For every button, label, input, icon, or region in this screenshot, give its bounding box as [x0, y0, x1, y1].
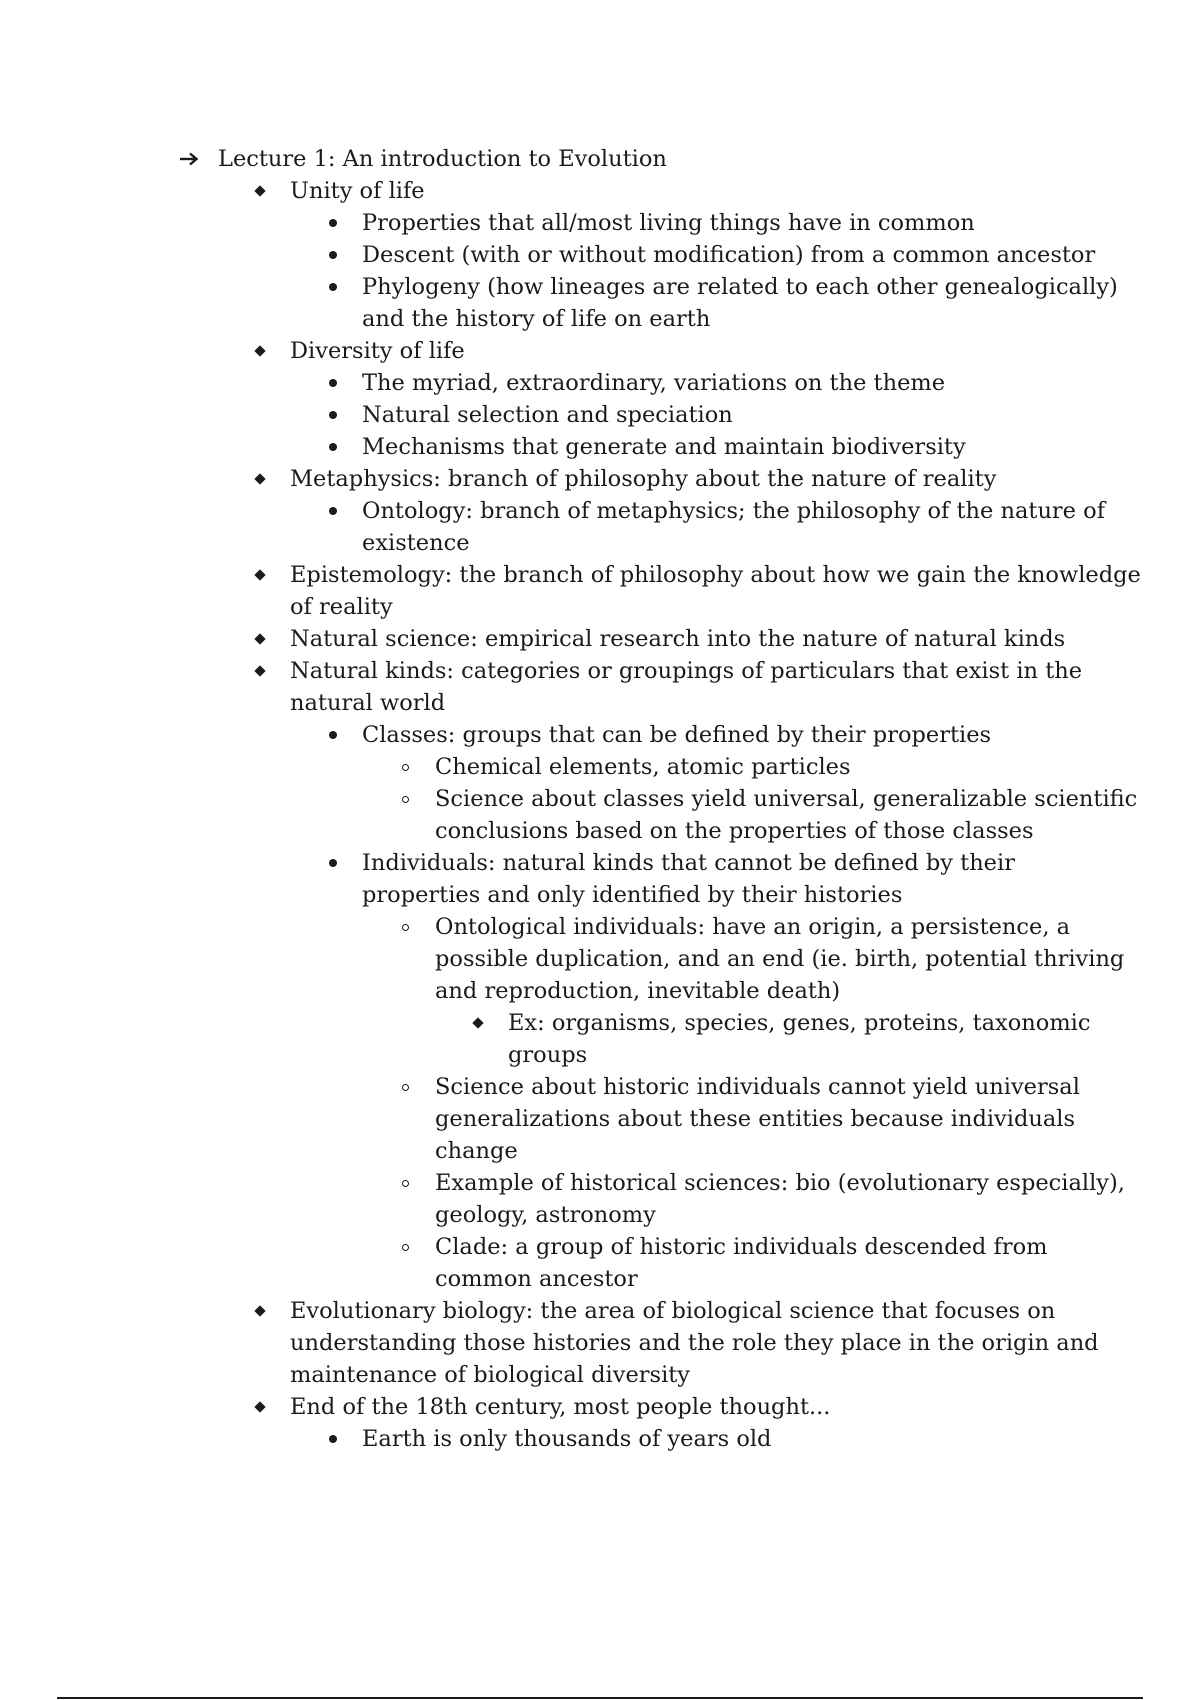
list-item: [0, 751, 1200, 783]
list-item-continuation: [0, 975, 1200, 1007]
list-item-continuation: [0, 815, 1200, 847]
list-item-continuation: [0, 1359, 1200, 1391]
list-item-text: Unity of life: [290, 178, 425, 204]
list-item-text: and reproduction, inevitable death): [435, 978, 841, 1004]
circle-bullet-icon: [394, 1071, 416, 1103]
list-item-text: End of the 18th century, most people thought...: [290, 1394, 831, 1420]
list-item-text: Ontology: branch of metaphysics; the philosophy of the nature of: [362, 498, 1106, 524]
list-item-text: Clade: a group of historic individuals descended from: [435, 1234, 1048, 1260]
list-item-text: Chemical elements, atomic particles: [435, 754, 851, 780]
list-item: [0, 847, 1200, 879]
list-item-text: Science about classes yield universal, generalizable scientific: [435, 786, 1138, 812]
list-item-continuation: [0, 943, 1200, 975]
list-item: [0, 1295, 1200, 1327]
list-item-text: Natural science: empirical research into the nature of natural kinds: [290, 626, 1066, 652]
list-item: [0, 495, 1200, 527]
list-item: [0, 1391, 1200, 1423]
list-item-text: existence: [362, 530, 470, 556]
list-item: [0, 239, 1200, 271]
list-item-text: change: [435, 1138, 518, 1164]
list-item: [0, 175, 1200, 207]
disc-bullet-icon: [322, 271, 344, 303]
list-item-continuation: [0, 879, 1200, 911]
diamond-bullet-icon: [467, 1007, 489, 1039]
list-item-text: understanding those histories and the role they place in the origin and: [290, 1330, 1099, 1356]
list-item-text: Individuals: natural kinds that cannot be defined by their: [362, 850, 1015, 876]
list-item: [0, 271, 1200, 303]
disc-bullet-icon: [322, 1423, 344, 1455]
list-item-text: conclusions based on the properties of those classes: [435, 818, 1034, 844]
list-item-continuation: [0, 1103, 1200, 1135]
list-item-text: groups: [508, 1042, 588, 1068]
list-item-text: maintenance of biological diversity: [290, 1362, 691, 1388]
list-item-text: Natural selection and speciation: [362, 402, 733, 428]
disc-bullet-icon: [322, 847, 344, 879]
list-item-text: Lecture 1: An introduction to Evolution: [218, 146, 667, 172]
list-item-continuation: [0, 1263, 1200, 1295]
list-item-text: Mechanisms that generate and maintain biodiversity: [362, 434, 966, 460]
list-item-continuation: [0, 1199, 1200, 1231]
list-item-text: common ancestor: [435, 1266, 638, 1292]
circle-bullet-icon: [394, 1231, 416, 1263]
footer-divider: [57, 1697, 1143, 1699]
list-item: [0, 559, 1200, 591]
circle-bullet-icon: [394, 751, 416, 783]
list-item-text: Epistemology: the branch of philosophy about how we gain the knowledge: [290, 562, 1141, 588]
list-item-continuation: [0, 1039, 1200, 1071]
list-item-text: The myriad, extraordinary, variations on the theme: [362, 370, 946, 396]
list-item-text: Example of historical sciences: bio (evolutionary especially),: [435, 1170, 1125, 1196]
circle-bullet-icon: [394, 783, 416, 815]
list-item-text: Ex: organisms, species, genes, proteins, taxonomic: [508, 1010, 1091, 1036]
list-item-lecture-title: [0, 143, 1200, 175]
list-item-continuation: [0, 303, 1200, 335]
list-item-text: Diversity of life: [290, 338, 465, 364]
disc-bullet-icon: [322, 495, 344, 527]
list-item-text: Phylogeny (how lineages are related to each other genealogically): [362, 274, 1118, 300]
diamond-bullet-icon: [249, 655, 271, 687]
list-item: [0, 783, 1200, 815]
diamond-bullet-icon: [249, 623, 271, 655]
diamond-bullet-icon: [249, 1391, 271, 1423]
list-item: [0, 911, 1200, 943]
diamond-bullet-icon: [249, 463, 271, 495]
list-item-text: properties and only identified by their histories: [362, 882, 903, 908]
list-item-text: Evolutionary biology: the area of biological science that focuses on: [290, 1298, 1056, 1324]
disc-bullet-icon: [322, 431, 344, 463]
list-item: [0, 1167, 1200, 1199]
list-item-text: Ontological individuals: have an origin, a persistence, a: [435, 914, 1071, 940]
list-item: [0, 623, 1200, 655]
list-item-text: geology, astronomy: [435, 1202, 656, 1228]
diamond-bullet-icon: [249, 335, 271, 367]
list-item-text: Properties that all/most living things have in common: [362, 210, 975, 236]
list-item: [0, 1231, 1200, 1263]
list-item-continuation: [0, 527, 1200, 559]
diamond-bullet-icon: [249, 175, 271, 207]
list-item: [0, 207, 1200, 239]
list-item: [0, 399, 1200, 431]
list-item: [0, 367, 1200, 399]
circle-bullet-icon: [394, 1167, 416, 1199]
diamond-bullet-icon: [249, 559, 271, 591]
list-item: [0, 335, 1200, 367]
list-item: [0, 1007, 1200, 1039]
diamond-bullet-icon: [249, 1295, 271, 1327]
list-item: [0, 463, 1200, 495]
list-item-text: possible duplication, and an end (ie. birth, potential thriving: [435, 946, 1125, 972]
list-item-text: Natural kinds: categories or groupings of particulars that exist in the: [290, 658, 1083, 684]
lecture-notes: [0, 143, 1200, 1455]
list-item: [0, 1071, 1200, 1103]
list-item: [0, 431, 1200, 463]
disc-bullet-icon: [322, 207, 344, 239]
arrow-right-icon: [178, 143, 200, 175]
list-item: [0, 1423, 1200, 1455]
list-item-continuation: [0, 1327, 1200, 1359]
list-item-text: natural world: [290, 690, 446, 716]
list-item-text: generalizations about these entities because individuals: [435, 1106, 1076, 1132]
disc-bullet-icon: [322, 719, 344, 751]
list-item-continuation: [0, 1135, 1200, 1167]
list-item-text: Earth is only thousands of years old: [362, 1426, 772, 1452]
disc-bullet-icon: [322, 367, 344, 399]
list-item-text: of reality: [290, 594, 393, 620]
list-item-continuation: [0, 591, 1200, 623]
list-item-text: Science about historic individuals cannot yield universal: [435, 1074, 1080, 1100]
list-item-text: and the history of life on earth: [362, 306, 711, 332]
disc-bullet-icon: [322, 399, 344, 431]
list-item-text: Descent (with or without modification) from a common ancestor: [362, 242, 1096, 268]
circle-bullet-icon: [394, 911, 416, 943]
disc-bullet-icon: [322, 239, 344, 271]
list-item: [0, 719, 1200, 751]
list-item-continuation: [0, 687, 1200, 719]
list-item: [0, 655, 1200, 687]
list-item-text: Metaphysics: branch of philosophy about the nature of reality: [290, 466, 997, 492]
list-item-text: Classes: groups that can be defined by their properties: [362, 722, 992, 748]
